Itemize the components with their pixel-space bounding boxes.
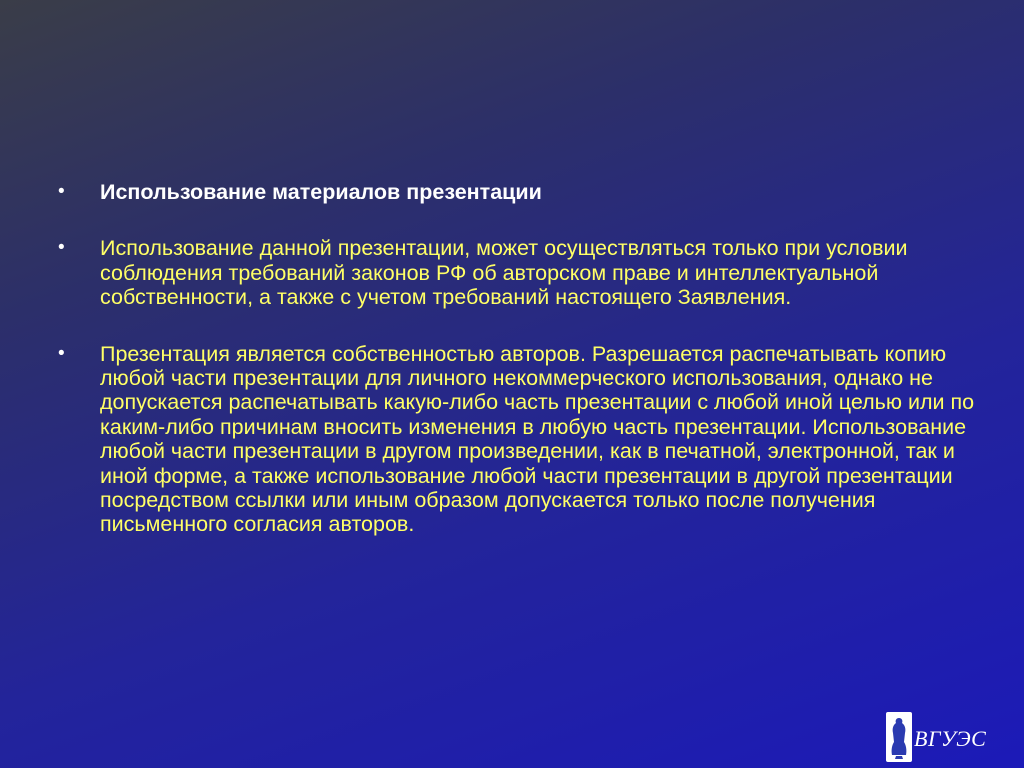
bullet-text: Использование данной презентации, может осуществляться только при условии соблюдения требований законов РФ об авторском праве и интеллектуальной собственности, а также с учетом требований настоящего Заявления. bbox=[100, 236, 908, 310]
bullet-dot: • bbox=[58, 181, 65, 202]
university-logo bbox=[886, 712, 990, 762]
statue-icon bbox=[886, 712, 912, 762]
bullet-item-title bbox=[58, 180, 978, 204]
bullet-item-ownership bbox=[58, 342, 978, 537]
logo-text: ВГУЭС bbox=[914, 726, 987, 751]
bullet-text: Презентация является собственностью авторов. Разрешается распечатывать копию любой части презентации для личного некоммерческого использования, однако не допускается распечатывать какую-либо часть презентации с любой иной целью или по каким-либо причинам вносить изменения в любую часть презентации. Использование любой части презентации в другом произведении, как в печатной, электронной, так и иной форме, а также использование любой части презентации в другой презентации посредством ссылки или иным образом допускается только после получения письменного согласия авторов. bbox=[100, 341, 975, 537]
bullet-dot: • bbox=[58, 237, 65, 259]
bullet-list bbox=[58, 180, 978, 569]
bullet-dot: • bbox=[58, 342, 65, 364]
bullet-item-usage bbox=[58, 236, 978, 309]
bullet-text: Использование материалов презентации bbox=[100, 180, 542, 204]
